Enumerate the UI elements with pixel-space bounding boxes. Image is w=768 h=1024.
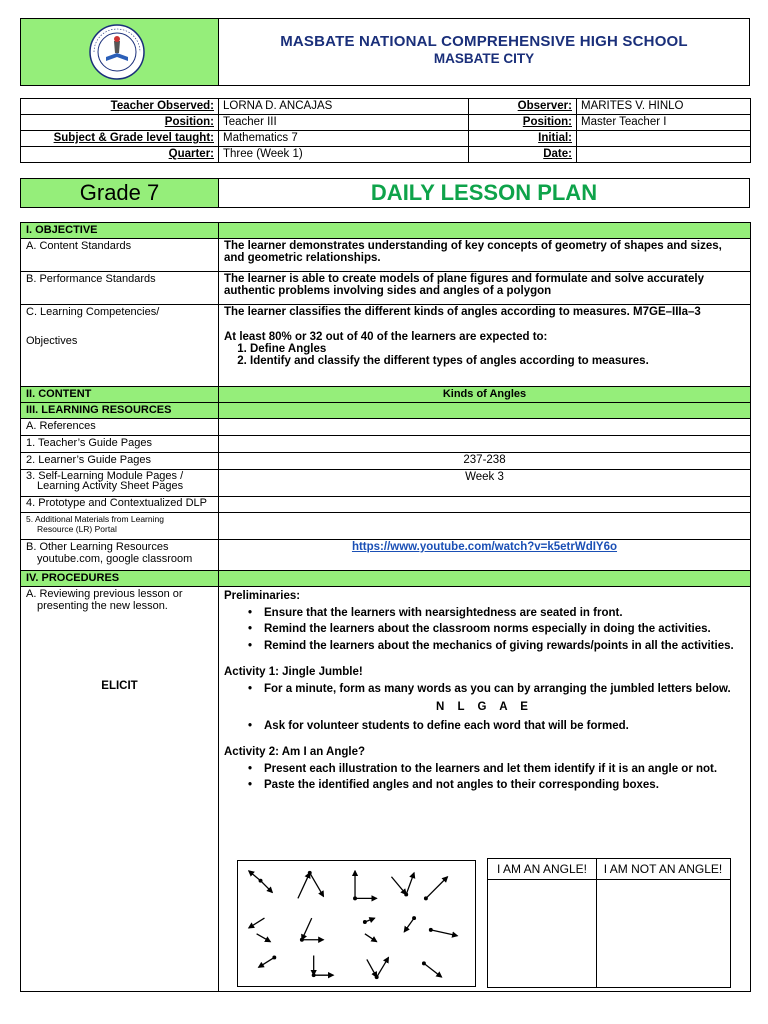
- subject-value: Mathematics 7: [219, 131, 469, 147]
- observer-value: MARITES V. HINLO: [577, 99, 751, 115]
- list-item: • Remind the learners about the classroom norms especially in doing the activities.: [248, 621, 745, 638]
- figure-ray: [406, 873, 414, 895]
- info-row: [21, 99, 751, 115]
- additional-label-1: 5. Additional Materials from Learning: [26, 514, 164, 524]
- list-item: • Remind the learners about the mechanics of giving rewards/points in all the activities.: [248, 638, 745, 655]
- figure-ray: [365, 934, 377, 942]
- vertex-dot: [422, 961, 426, 965]
- learners-guide-row: [21, 453, 751, 470]
- preliminaries-title: Preliminaries:: [224, 590, 301, 602]
- vertex-dot: [312, 973, 316, 977]
- initial-label: Initial:: [469, 131, 577, 147]
- references-value: [219, 419, 751, 436]
- school-city: MASBATE CITY: [433, 51, 535, 66]
- grade-level: Grade 7: [21, 179, 219, 207]
- section-row-procedures: [21, 571, 751, 587]
- figure-ray: [298, 873, 310, 899]
- figure-ray: [424, 963, 442, 977]
- section-objective: I. OBJECTIVE: [21, 223, 219, 239]
- additional-label-2: Resource (LR) Portal: [37, 524, 117, 534]
- vertex-dot: [404, 892, 408, 896]
- other-resources-label-2: youtube.com, google classroom: [37, 553, 193, 565]
- list-item: • Ask for volunteer students to define each word that will be formed.: [248, 718, 745, 735]
- performance-standards-text: The learner is able to create models of plane figures and formulate and solve accurately authentic problems involving sides and angles of a polygon: [219, 272, 751, 305]
- school-header: [20, 18, 750, 86]
- figure-ray: [391, 877, 406, 895]
- additional-materials-row: [21, 513, 751, 540]
- list-item: • For a minute, form as many words as you can by arranging the jumbled letters below.: [248, 681, 745, 698]
- observation-info-table: [20, 98, 751, 163]
- section-row-resources: [21, 403, 751, 419]
- vertex-dot: [272, 955, 276, 959]
- teacher-label: Teacher Observed:: [21, 99, 219, 115]
- teachers-guide-value: [219, 436, 751, 453]
- activity2-list: [224, 761, 745, 794]
- initial-value[interactable]: [577, 131, 751, 147]
- review-label-1: A. Reviewing previous lesson or: [26, 588, 183, 600]
- additional-materials-value: [219, 513, 751, 540]
- position-label: Position:: [21, 115, 219, 131]
- figure-ray: [249, 871, 261, 881]
- prototype-label: 4. Prototype and Contextualized DLP: [21, 497, 219, 513]
- slm-row: [21, 470, 751, 497]
- section-resources: III. LEARNING RESOURCES: [21, 403, 219, 419]
- prototype-row: [21, 497, 751, 513]
- content-value: Kinds of Angles: [219, 387, 751, 403]
- figure-ray: [261, 881, 273, 893]
- angle-sorting-table: [487, 858, 731, 988]
- performance-standards-row: [21, 272, 751, 305]
- date-value[interactable]: [577, 147, 751, 163]
- subject-label: Subject & Grade level taught:: [21, 131, 219, 147]
- learners-guide-label: 2. Learner’s Guide Pages: [21, 453, 219, 470]
- list-item: • Paste the identified angles and not angles to their corresponding boxes.: [248, 777, 745, 794]
- school-name-cell: [219, 19, 749, 85]
- other-resources-row: [21, 540, 751, 571]
- competencies-cell: [219, 305, 751, 387]
- other-resources-label-1: B. Other Learning Resources: [26, 541, 169, 553]
- school-seal-icon: [86, 23, 148, 81]
- youtube-link[interactable]: https://www.youtube.com/watch?v=k5etrWdIY6o: [351, 541, 618, 553]
- figure-ray: [259, 957, 275, 967]
- other-resources-cell: [219, 540, 751, 571]
- observer-position-label: Position:: [469, 115, 577, 131]
- jumbled-letters: N L G A E: [436, 701, 533, 713]
- review-label-2: presenting the new lesson.: [37, 600, 168, 612]
- figure-ray: [404, 918, 414, 932]
- quarter-value: Three (Week 1): [219, 147, 469, 163]
- prototype-value: [219, 497, 751, 513]
- activity1-title: Activity 1: Jingle Jumble!: [224, 666, 363, 678]
- learners-guide-value: 237-238: [219, 453, 751, 470]
- review-label: [21, 587, 219, 992]
- section-procedures: IV. PROCEDURES: [21, 571, 219, 587]
- references-row: [21, 419, 751, 436]
- competencies-label-1: C. Learning Competencies/: [26, 306, 160, 318]
- competencies-text: The learner classifies the different kinds of angles according to measures. M7GE–IIIa–3: [224, 306, 701, 318]
- vertex-dot: [259, 879, 263, 883]
- school-name: MASBATE NATIONAL COMPREHENSIVE HIGH SCHOOL: [280, 33, 688, 50]
- vertex-dot: [363, 920, 367, 924]
- figure-ray: [249, 918, 265, 928]
- other-resources-label: [21, 540, 219, 571]
- slm-label: [21, 470, 219, 497]
- competencies-row: [21, 305, 751, 387]
- activity2-title: Activity 2: Am I an Angle?: [224, 746, 366, 758]
- content-standards-row: [21, 239, 751, 272]
- column-header-not-angle: I AM NOT AN ANGLE!: [596, 859, 730, 880]
- column-header-angle: I AM AN ANGLE!: [488, 859, 597, 880]
- activity1-list: [224, 681, 745, 698]
- figure-ray: [310, 873, 324, 897]
- figure-ray: [377, 957, 389, 977]
- content-standards-text: The learner demonstrates understanding of key concepts of geometry of shapes and sizes, and geometric relationships.: [219, 239, 751, 272]
- position-value: Teacher III: [219, 115, 469, 131]
- logo-cell: [21, 19, 219, 85]
- date-label: Date:: [469, 147, 577, 163]
- info-row: [21, 147, 751, 163]
- vertex-dot: [353, 896, 357, 900]
- figure-ray: [431, 930, 458, 936]
- competencies-label: [21, 305, 219, 387]
- section-blank: [219, 403, 751, 419]
- vertex-dot: [375, 975, 379, 979]
- list-item: • Ensure that the learners with nearsightedness are seated in front.: [248, 605, 745, 622]
- performance-standards-label: B. Performance Standards: [21, 272, 219, 305]
- list-item: • Present each illustration to the learners and let them identify if it is an angle or not.: [248, 761, 745, 778]
- page-title: DAILY LESSON PLAN: [370, 180, 598, 205]
- vertex-dot: [429, 928, 433, 932]
- slm-value: Week 3: [219, 470, 751, 497]
- info-row: [21, 115, 751, 131]
- activity1-list-2: [224, 718, 745, 735]
- section-row-objective: [21, 223, 751, 239]
- vertex-dot: [424, 896, 428, 900]
- section-content: II. CONTENT: [21, 387, 219, 403]
- content-standards-label: A. Content Standards: [21, 239, 219, 272]
- grade-title-bar: [20, 178, 750, 208]
- vertex-dot: [412, 916, 416, 920]
- slm-label-2: Learning Activity Sheet Pages: [37, 480, 184, 492]
- section-row-content: [21, 387, 751, 403]
- elicit-label: ELICIT: [101, 680, 138, 692]
- list-item: 2. Identify and classify the different types of angles according to measures.: [250, 355, 745, 367]
- figure-ray: [367, 959, 377, 977]
- vertex-dot: [300, 938, 304, 942]
- vertex-dot: [308, 871, 312, 875]
- teachers-guide-label: 1. Teacher’s Guide Pages: [21, 436, 219, 453]
- column-divider: [596, 879, 597, 987]
- additional-materials-label: [21, 513, 219, 540]
- objectives-list: [224, 343, 745, 367]
- list-item: 1. Define Angles: [250, 343, 745, 355]
- figure-ray: [257, 934, 271, 942]
- teacher-value: LORNA D. ANCAJAS: [219, 99, 469, 115]
- section-blank: [219, 223, 751, 239]
- observer-label: Observer:: [469, 99, 577, 115]
- references-label: A. References: [21, 419, 219, 436]
- angle-illustrations: [237, 860, 476, 987]
- competencies-intro: At least 80% or 32 out of 40 of the learners are expected to:: [224, 331, 548, 343]
- teachers-guide-row: [21, 436, 751, 453]
- observer-position-value: Master Teacher I: [577, 115, 751, 131]
- figure-ray: [302, 918, 312, 940]
- info-row: [21, 131, 751, 147]
- preliminaries-list: [224, 605, 745, 655]
- slm-label-1: 3. Self-Learning Module Pages /: [26, 470, 184, 482]
- quarter-label: Quarter:: [21, 147, 219, 163]
- section-blank: [219, 571, 751, 587]
- competencies-label-2: Objectives: [26, 335, 78, 347]
- figure-ray: [426, 877, 448, 899]
